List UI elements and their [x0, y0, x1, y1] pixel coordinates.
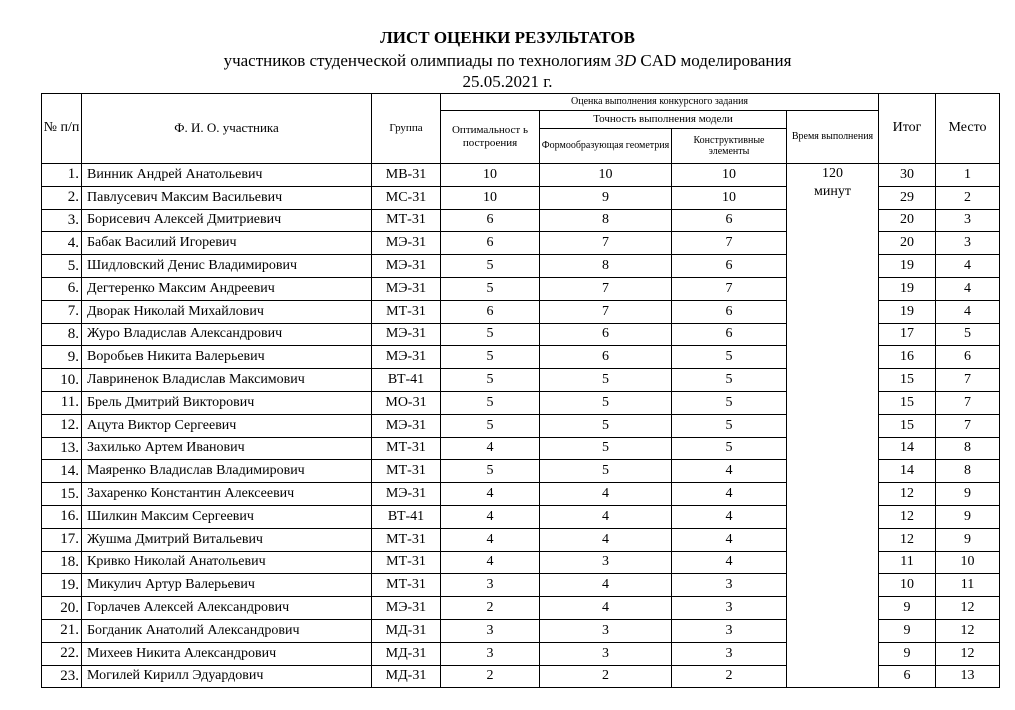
row-number: 17. [42, 528, 82, 551]
score-constructive: 4 [672, 460, 787, 483]
col-header-num: № п/п [42, 94, 82, 164]
score-optimality: 5 [441, 346, 540, 369]
place: 10 [936, 551, 1000, 574]
participant-group: МЭ-31 [372, 597, 441, 620]
participant-name: Михеев Никита Александрович [82, 642, 372, 665]
score-constructive: 6 [672, 255, 787, 278]
participant-name: Могилей Кирилл Эдуардович [82, 665, 372, 688]
score-optimality: 6 [441, 232, 540, 255]
row-number: 10. [42, 369, 82, 392]
score-constructive: 3 [672, 597, 787, 620]
score-constructive: 5 [672, 346, 787, 369]
row-number: 13. [42, 437, 82, 460]
score-form-geometry: 10 [540, 164, 672, 187]
score-optimality: 5 [441, 277, 540, 300]
col-header-assessment: Оценка выполнения конкурсного задания [441, 94, 879, 111]
score-constructive: 7 [672, 277, 787, 300]
place: 13 [936, 665, 1000, 688]
place: 12 [936, 597, 1000, 620]
subtitle-post: CAD моделирования [636, 51, 792, 70]
score-constructive: 3 [672, 574, 787, 597]
row-number: 9. [42, 346, 82, 369]
participant-group: МТ-31 [372, 574, 441, 597]
col-header-total: Итог [879, 94, 936, 164]
participant-name: Горлачев Алексей Александрович [82, 597, 372, 620]
score-total: 19 [879, 300, 936, 323]
score-constructive: 5 [672, 391, 787, 414]
participant-group: МТ-31 [372, 528, 441, 551]
row-number: 19. [42, 574, 82, 597]
score-total: 9 [879, 619, 936, 642]
score-total: 30 [879, 164, 936, 187]
score-form-geometry: 7 [540, 300, 672, 323]
place: 8 [936, 460, 1000, 483]
score-total: 9 [879, 642, 936, 665]
score-total: 16 [879, 346, 936, 369]
participant-group: МЭ-31 [372, 414, 441, 437]
row-number: 23. [42, 665, 82, 688]
place: 1 [936, 164, 1000, 187]
participant-group: МТ-31 [372, 209, 441, 232]
col-header-constructive: Конструктивные элементы [672, 129, 787, 164]
place: 6 [936, 346, 1000, 369]
document-subtitle [0, 51, 1015, 71]
row-number: 14. [42, 460, 82, 483]
place: 7 [936, 391, 1000, 414]
score-optimality: 5 [441, 255, 540, 278]
score-constructive: 7 [672, 232, 787, 255]
place: 4 [936, 277, 1000, 300]
score-total: 14 [879, 437, 936, 460]
participant-group: МТ-31 [372, 551, 441, 574]
score-optimality: 5 [441, 414, 540, 437]
score-total: 9 [879, 597, 936, 620]
score-optimality: 5 [441, 323, 540, 346]
participant-name: Борисевич Алексей Дмитриевич [82, 209, 372, 232]
place: 12 [936, 619, 1000, 642]
participant-group: МЭ-31 [372, 277, 441, 300]
col-header-time: Время выполнения [787, 111, 879, 164]
score-form-geometry: 4 [540, 505, 672, 528]
score-total: 20 [879, 209, 936, 232]
score-total: 15 [879, 414, 936, 437]
participant-group: МЭ-31 [372, 232, 441, 255]
document-title: ЛИСТ ОЦЕНКИ РЕЗУЛЬТАТОВ [380, 28, 635, 47]
participant-name: Маяренко Владислав Владимирович [82, 460, 372, 483]
score-optimality: 3 [441, 642, 540, 665]
participant-group: ВТ-41 [372, 369, 441, 392]
row-number: 20. [42, 597, 82, 620]
score-total: 29 [879, 186, 936, 209]
score-form-geometry: 4 [540, 483, 672, 506]
place: 9 [936, 528, 1000, 551]
time-value [787, 164, 879, 688]
row-number: 21. [42, 619, 82, 642]
participant-group: МЭ-31 [372, 255, 441, 278]
score-form-geometry: 7 [540, 277, 672, 300]
time-value-number: 120 [822, 166, 844, 181]
row-number: 3. [42, 209, 82, 232]
score-optimality: 2 [441, 665, 540, 688]
score-optimality: 6 [441, 300, 540, 323]
score-total: 11 [879, 551, 936, 574]
place: 9 [936, 505, 1000, 528]
score-total: 12 [879, 505, 936, 528]
row-number: 4. [42, 232, 82, 255]
col-header-form-geometry: Формообразующая геометрия [540, 129, 672, 164]
score-form-geometry: 6 [540, 346, 672, 369]
score-optimality: 4 [441, 528, 540, 551]
score-form-geometry: 9 [540, 186, 672, 209]
subtitle-italic: 3D [615, 51, 637, 70]
participant-group: МЭ-31 [372, 483, 441, 506]
row-number: 2. [42, 186, 82, 209]
place: 5 [936, 323, 1000, 346]
score-form-geometry: 4 [540, 528, 672, 551]
participant-name: Павлусевич Максим Васильевич [82, 186, 372, 209]
score-constructive: 4 [672, 528, 787, 551]
score-constructive: 5 [672, 369, 787, 392]
row-number: 1. [42, 164, 82, 187]
participant-name: Дворак Николай Михайлович [82, 300, 372, 323]
score-constructive: 2 [672, 665, 787, 688]
score-constructive: 6 [672, 323, 787, 346]
participant-name: Шидловский Денис Владимирович [82, 255, 372, 278]
participant-group: МЭ-31 [372, 346, 441, 369]
place: 4 [936, 300, 1000, 323]
score-total: 19 [879, 277, 936, 300]
participant-name: Шилкин Максим Сергеевич [82, 505, 372, 528]
participant-name: Винник Андрей Анатольевич [82, 164, 372, 187]
col-header-place: Место [936, 94, 1000, 164]
row-number: 22. [42, 642, 82, 665]
place: 11 [936, 574, 1000, 597]
participant-group: МО-31 [372, 391, 441, 414]
participant-group: МТ-31 [372, 300, 441, 323]
score-form-geometry: 5 [540, 391, 672, 414]
col-header-accuracy: Точность выполнения модели [540, 111, 787, 129]
participant-group: МД-31 [372, 642, 441, 665]
document-date: 25.05.2021 г. [462, 72, 553, 91]
score-constructive: 5 [672, 414, 787, 437]
score-optimality: 4 [441, 551, 540, 574]
participant-name: Ацута Виктор Сергеевич [82, 414, 372, 437]
score-optimality: 3 [441, 619, 540, 642]
score-total: 10 [879, 574, 936, 597]
place: 3 [936, 209, 1000, 232]
score-form-geometry: 3 [540, 619, 672, 642]
participant-group: МЭ-31 [372, 323, 441, 346]
participant-name: Брель Дмитрий Викторович [82, 391, 372, 414]
col-header-group: Группа [372, 94, 441, 164]
row-number: 18. [42, 551, 82, 574]
participant-name: Захаренко Константин Алексеевич [82, 483, 372, 506]
score-optimality: 5 [441, 369, 540, 392]
score-optimality: 2 [441, 597, 540, 620]
score-total: 15 [879, 369, 936, 392]
row-number: 16. [42, 505, 82, 528]
score-constructive: 10 [672, 186, 787, 209]
place: 7 [936, 369, 1000, 392]
participant-group: МД-31 [372, 619, 441, 642]
score-optimality: 4 [441, 437, 540, 460]
participant-group: МВ-31 [372, 164, 441, 187]
score-constructive: 4 [672, 483, 787, 506]
participant-name: Воробьев Никита Валерьевич [82, 346, 372, 369]
subtitle-pre: участников студенческой олимпиады по технологиям [223, 51, 616, 70]
score-form-geometry: 5 [540, 460, 672, 483]
score-form-geometry: 8 [540, 255, 672, 278]
row-number: 11. [42, 391, 82, 414]
score-constructive: 3 [672, 619, 787, 642]
participant-name: Дегтеренко Максим Андреевич [82, 277, 372, 300]
place: 3 [936, 232, 1000, 255]
participant-name: Захилько Артем Иванович [82, 437, 372, 460]
results-table [41, 93, 1000, 688]
score-form-geometry: 3 [540, 642, 672, 665]
participant-group: МС-31 [372, 186, 441, 209]
score-total: 15 [879, 391, 936, 414]
score-constructive: 6 [672, 209, 787, 232]
score-optimality: 6 [441, 209, 540, 232]
score-constructive: 4 [672, 505, 787, 528]
score-form-geometry: 7 [540, 232, 672, 255]
score-form-geometry: 5 [540, 369, 672, 392]
score-form-geometry: 5 [540, 414, 672, 437]
participant-name: Журо Владислав Александрович [82, 323, 372, 346]
score-optimality: 3 [441, 574, 540, 597]
participant-name: Жушма Дмитрий Витальевич [82, 528, 372, 551]
score-form-geometry: 4 [540, 597, 672, 620]
score-constructive: 6 [672, 300, 787, 323]
score-total: 6 [879, 665, 936, 688]
score-total: 19 [879, 255, 936, 278]
score-total: 14 [879, 460, 936, 483]
score-constructive: 5 [672, 437, 787, 460]
row-number: 5. [42, 255, 82, 278]
participant-group: МТ-31 [372, 437, 441, 460]
score-total: 12 [879, 528, 936, 551]
score-optimality: 4 [441, 505, 540, 528]
place: 4 [936, 255, 1000, 278]
score-optimality: 10 [441, 164, 540, 187]
score-total: 17 [879, 323, 936, 346]
place: 9 [936, 483, 1000, 506]
participant-group: МД-31 [372, 665, 441, 688]
col-header-fio: Ф. И. О. участника [82, 94, 372, 164]
row-number: 12. [42, 414, 82, 437]
place: 2 [936, 186, 1000, 209]
place: 12 [936, 642, 1000, 665]
score-optimality: 10 [441, 186, 540, 209]
table-row [42, 164, 1000, 187]
row-number: 7. [42, 300, 82, 323]
score-total: 20 [879, 232, 936, 255]
row-number: 8. [42, 323, 82, 346]
score-form-geometry: 3 [540, 551, 672, 574]
time-value-unit: минут [814, 183, 851, 199]
score-form-geometry: 6 [540, 323, 672, 346]
participant-name: Лавриненок Владислав Максимович [82, 369, 372, 392]
score-form-geometry: 8 [540, 209, 672, 232]
participant-name: Кривко Николай Анатольевич [82, 551, 372, 574]
score-optimality: 4 [441, 483, 540, 506]
score-total: 12 [879, 483, 936, 506]
participant-name: Бабак Василий Игоревич [82, 232, 372, 255]
score-constructive: 3 [672, 642, 787, 665]
score-form-geometry: 4 [540, 574, 672, 597]
score-constructive: 4 [672, 551, 787, 574]
results-table-body [42, 164, 1000, 688]
place: 8 [936, 437, 1000, 460]
score-form-geometry: 2 [540, 665, 672, 688]
place: 7 [936, 414, 1000, 437]
participant-name: Микулич Артур Валерьевич [82, 574, 372, 597]
participant-group: МТ-31 [372, 460, 441, 483]
row-number: 15. [42, 483, 82, 506]
col-header-optimality: Оптимальност ь построения [441, 111, 540, 164]
score-form-geometry: 5 [540, 437, 672, 460]
participant-name: Богданик Анатолий Александрович [82, 619, 372, 642]
participant-group: ВТ-41 [372, 505, 441, 528]
score-optimality: 5 [441, 460, 540, 483]
row-number: 6. [42, 277, 82, 300]
score-optimality: 5 [441, 391, 540, 414]
score-constructive: 10 [672, 164, 787, 187]
